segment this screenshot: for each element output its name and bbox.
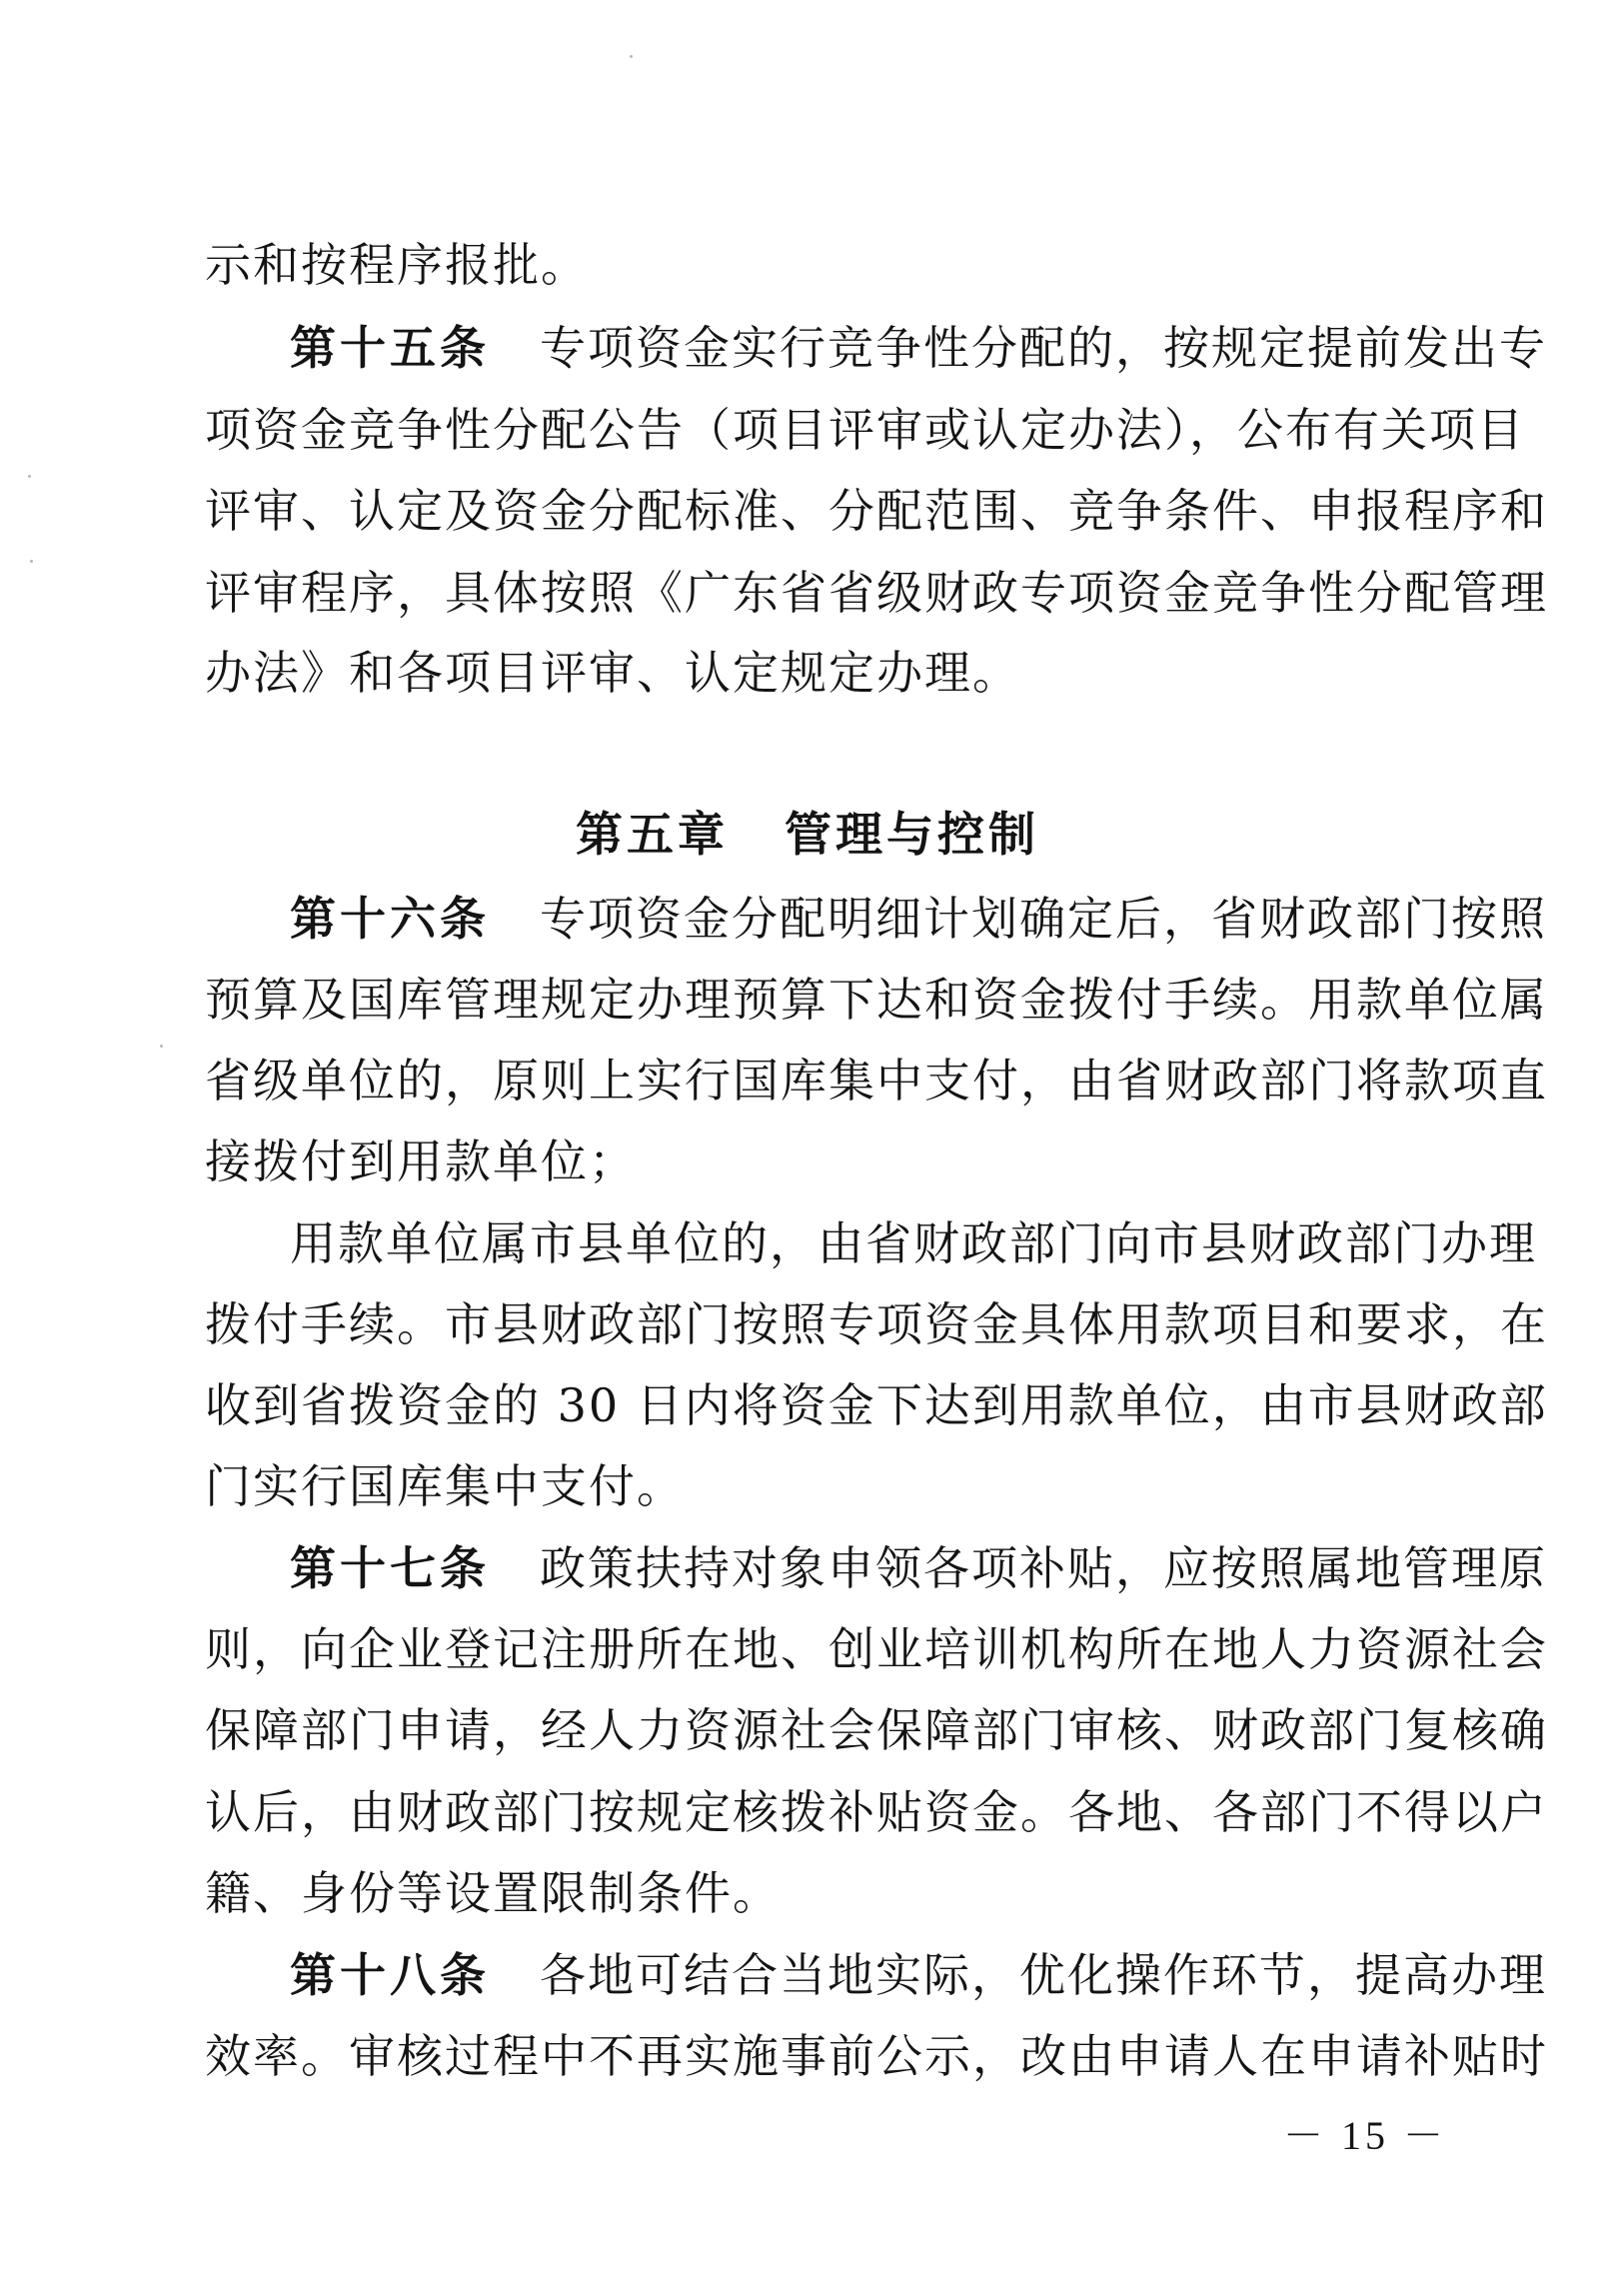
paragraph-line: 籍、身份等设置限制条件。 xyxy=(205,1866,781,1920)
scan-speck xyxy=(160,1045,163,1048)
paragraph-line: 认后，由财政部门按规定核拨补贴资金。各地、各部门不得以户 xyxy=(205,1785,1548,1839)
paragraph-line: 示和按程序报批。 xyxy=(205,238,589,292)
paragraph-line: 省级单位的，原则上实行国库集中支付，由省财政部门将款项直 xyxy=(205,1054,1548,1108)
paragraph-line: 项资金竞争性分配公告（项目评审或认定办法），公布有关项目 xyxy=(205,403,1525,457)
paragraph-line: 办法》和各项目评审、认定规定办理。 xyxy=(205,646,1020,700)
paragraph-line: 预算及国库管理规定办理预算下达和资金拨付手续。用款单位属 xyxy=(205,973,1548,1027)
article-16-first-line xyxy=(290,891,1547,947)
paragraph-line: 接拨付到用款单位； xyxy=(205,1135,637,1188)
article-17-label: 第十七条 xyxy=(290,1541,490,1595)
scan-speck xyxy=(630,55,633,58)
paragraph-line: 用款单位属市县单位的，由省财政部门向市县财政部门办理 xyxy=(290,1216,1537,1270)
scan-speck xyxy=(30,560,33,563)
article-15-label: 第十五条 xyxy=(290,321,490,375)
paragraph-line: 各地可结合当地实际，优化操作环节，提高办理 xyxy=(540,1948,1547,2002)
paragraph-line: 专项资金分配明细计划确定后，省财政部门按照 xyxy=(540,892,1547,946)
paragraph-line: 政策扶持对象申领各项补贴，应按照属地管理原 xyxy=(540,1541,1547,1595)
paragraph-line: 专项资金实行竞争性分配的，按规定提前发出专 xyxy=(540,321,1547,375)
page-number: － 15 － xyxy=(1283,2113,1447,2158)
chapter-number: 第五章 xyxy=(576,808,729,863)
paragraph-line: 评审、认定及资金分配标准、分配范围、竞争条件、申报程序和 xyxy=(205,484,1548,538)
article-18-first-line xyxy=(290,1947,1547,2003)
paragraph-line: 拨付手续。市县财政部门按照专项资金具体用款项目和要求，在 xyxy=(205,1297,1548,1351)
article-15-first-line xyxy=(290,320,1547,376)
paragraph-line: 评审程序，具体按照《广东省省级财政专项资金竞争性分配管理 xyxy=(205,566,1548,620)
paragraph-line: 门实行国库集中支付。 xyxy=(205,1459,685,1513)
paragraph-line: 效率。审核过程中不再实施事前公示，改由申请人在申请补贴时 xyxy=(205,2029,1548,2083)
article-16-label: 第十六条 xyxy=(290,892,490,946)
paragraph-line: 则，向企业登记注册所在地、创业培训机构所在地人力资源社会 xyxy=(205,1622,1548,1676)
scan-speck xyxy=(28,475,31,478)
paragraph-line: 保障部门申请，经人力资源社会保障部门审核、财政部门复核确 xyxy=(205,1703,1548,1757)
chapter-title: 管理与控制 xyxy=(785,808,1039,863)
article-17-first-line xyxy=(290,1540,1547,1596)
chapter-heading xyxy=(0,808,1615,864)
article-18-label: 第十八条 xyxy=(290,1948,490,2002)
paragraph-line: 收到省拨资金的 30 日内将资金下达到用款单位，由市县财政部 xyxy=(205,1378,1548,1432)
